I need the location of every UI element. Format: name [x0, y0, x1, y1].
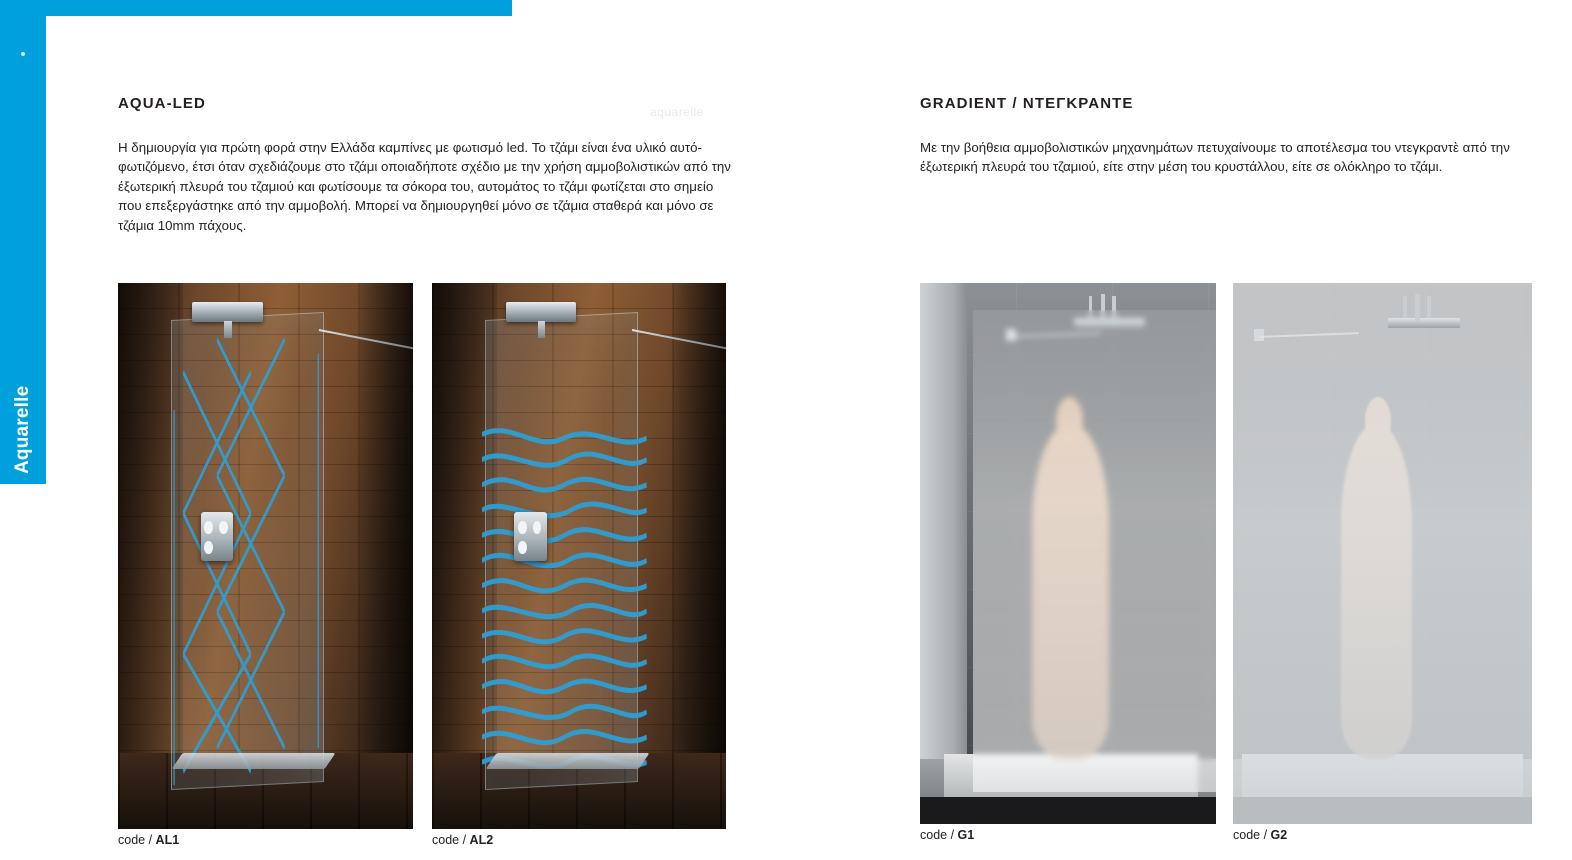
side-tab-label: Aquarelle	[12, 385, 33, 474]
figure-aqua-led-1	[118, 283, 413, 829]
caption-prefix: code /	[920, 828, 955, 842]
top-accent-bar	[0, 0, 512, 16]
shower-arm	[224, 321, 231, 337]
side-tab	[0, 16, 46, 484]
figure-gradient-1	[920, 283, 1216, 824]
shower-pipe	[1415, 294, 1420, 321]
shower-arm	[538, 321, 545, 337]
section-title-aqua-led: AQUA-LED	[118, 95, 206, 112]
gradient-frosted-glass	[973, 310, 1216, 792]
gradient-frosted-glass	[1233, 283, 1532, 824]
figure-caption-gradient-2	[1233, 828, 1287, 842]
left-wall	[920, 283, 967, 824]
shower-head-icon	[1388, 318, 1460, 328]
figure-gradient-2	[1233, 283, 1532, 824]
floor-rug	[920, 797, 1216, 824]
shower-tray	[485, 753, 649, 769]
figure-aqua-led-2	[432, 283, 726, 829]
mixer-knob-icon	[518, 521, 526, 534]
figure-caption-aqua-led-2	[432, 833, 493, 847]
watermark-text: aquarelle	[650, 105, 704, 119]
section-body-gradient: Με την βοήθεια αμμοβολιστικών μηχανημάτων πετυχαίνουμε το αποτέλεσμα του ντεγκραντὲ από την έξωτερική πλευρά του τζαμιού, είτε στην μέση του κρυστάλλου, είτε σε ολόκληρο το τζάμι.	[920, 140, 1510, 175]
mixer-knob-icon	[204, 521, 212, 534]
led-cross-pattern	[171, 316, 324, 786]
shower-pipe	[1427, 296, 1431, 318]
section-title-gradient: GRADIENT / ΝΤΕΓΚΡΑΝΤΕ	[920, 95, 1134, 112]
caption-code: AL1	[155, 833, 180, 847]
mixer-knob-icon	[219, 521, 227, 534]
mixer-knob-icon	[518, 541, 526, 554]
shower-head-icon	[506, 302, 577, 322]
figure-caption-gradient-1	[920, 828, 974, 842]
caption-prefix: code /	[432, 833, 467, 847]
wall-shadow-right	[360, 283, 413, 829]
wall-shadow-right	[673, 283, 726, 829]
shower-head-icon	[192, 302, 263, 322]
caption-code: G1	[957, 828, 975, 842]
caption-prefix: code /	[1233, 828, 1268, 842]
shower-pipe	[1403, 296, 1407, 318]
led-wave-pattern	[482, 420, 647, 780]
figure-caption-aqua-led-1	[118, 833, 179, 847]
caption-prefix: code /	[118, 833, 153, 847]
section-body-aqua-led: Η δημιουργία για πρώτη φορά στην Ελλάδα καμπίνες με φωτισμό led. Το τζάμι είναι ένα υλικό αυτό-φωτιζόμενο, έτσι όταν σχεδιάζουμε στο τζάμι οποιαδήποτε σχέδιο με την χρήση αμμοβολιστικών από την έξωτερική πλευρά του τζαμιού και φωτίσουμε τα σόκορα του, αυτομάτος το τζάμι φωτίζεται στο σημείο που επεξεργάστηκε από την αμμοβολή. Μπορεί να δημιουργηθεί μόνο σε τζάμια σταθερά και μόνο σε τζάμια 10mm πάχους.	[118, 140, 731, 233]
caption-code: AL2	[469, 833, 494, 847]
caption-code: G2	[1270, 828, 1288, 842]
mixer-knob-icon	[533, 521, 541, 534]
mixer-knob-icon	[204, 541, 212, 554]
shower-mixer	[514, 512, 546, 561]
shower-tray	[171, 753, 335, 769]
shower-mixer	[201, 512, 233, 561]
